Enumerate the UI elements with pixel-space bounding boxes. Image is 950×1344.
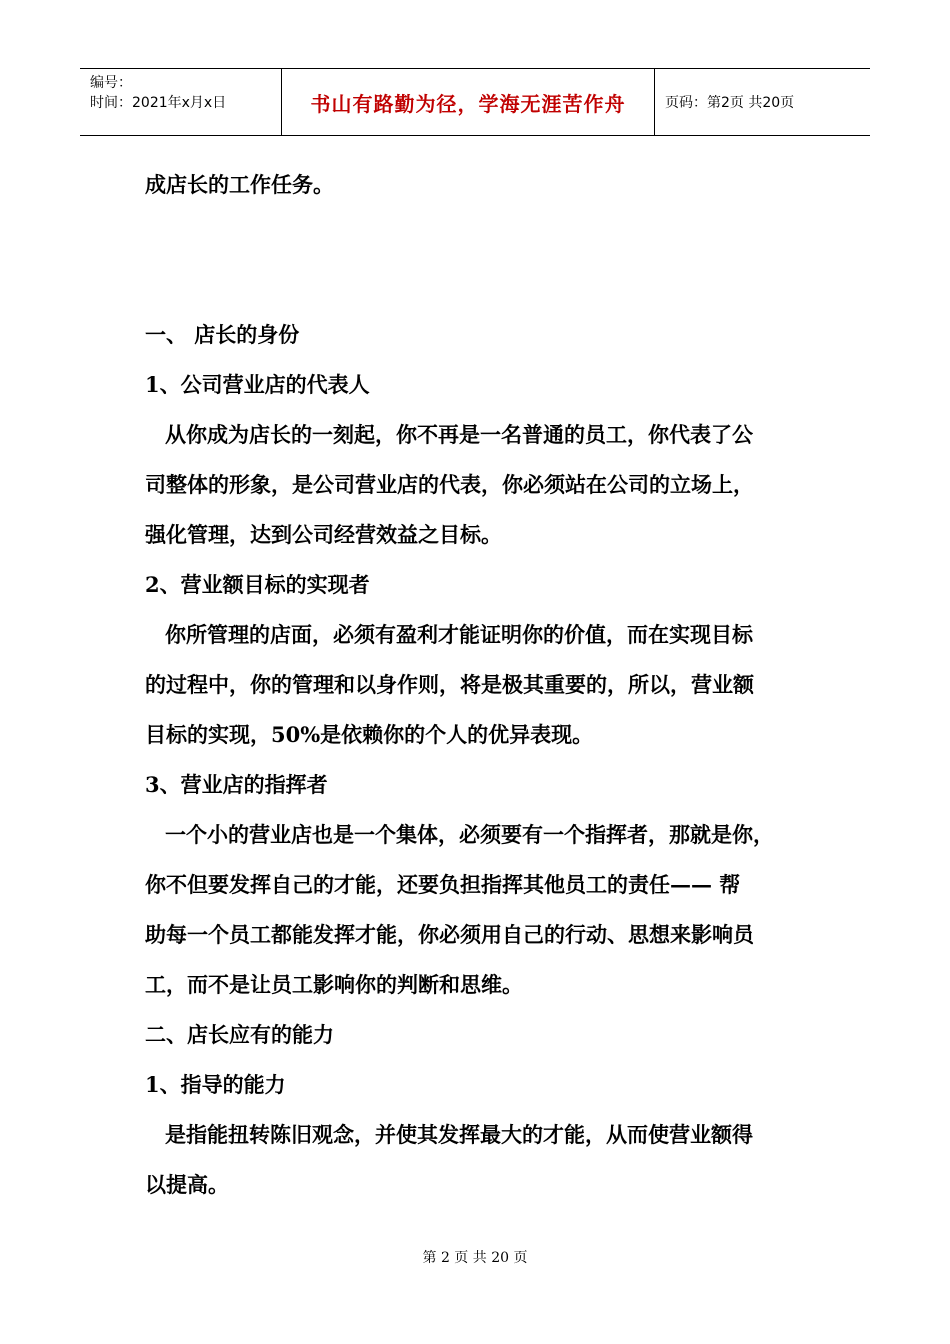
item-title: 3、营业店的指挥者	[145, 772, 328, 797]
paragraph-line: 成店长的工作任务。	[145, 172, 334, 197]
section-title: 二、店长应有的能力	[145, 1022, 334, 1047]
paragraph-line: 目标的实现，50%是依赖你的个人的优异表现。	[145, 722, 594, 747]
paragraph-line: 司整体的形象，是公司营业店的代表，你必须站在公司的立场上，	[145, 472, 754, 497]
time-label: 时间：2021年x月x日	[90, 95, 227, 111]
item-title: 2、营业额目标的实现者	[145, 572, 370, 597]
header-page-info: 页码：第2页 共20页	[665, 95, 795, 111]
paragraph-line: 你所管理的店面，必须有盈利才能证明你的价值，而在实现目标	[165, 622, 753, 647]
blank-space	[145, 210, 815, 310]
page-footer: 第 2 页 共 20 页	[422, 1250, 528, 1266]
paragraph-line: 强化管理，达到公司经营效益之目标。	[145, 522, 502, 547]
paragraph-line: 工，而不是让员工影响你的判断和思维。	[145, 972, 523, 997]
paragraph-line: 一个小的营业店也是一个集体，必须要有一个指挥者，那就是你，	[165, 822, 774, 847]
number-label: 编号：	[90, 75, 132, 91]
item-title: 1、指导的能力	[145, 1072, 286, 1097]
header-left-cell	[80, 69, 282, 135]
paragraph-line: 的过程中，你的管理和以身作则，将是极其重要的，所以，营业额	[145, 672, 754, 697]
paragraph-line: 以提高。	[145, 1172, 229, 1197]
paragraph-line: 助每一个员工都能发挥才能，你必须用自己的行动、思想来影响员	[145, 922, 754, 947]
item-title: 1、公司营业店的代表人	[145, 372, 370, 397]
paragraph-line: 你不但要发挥自己的才能，还要负担指挥其他员工的责任—— 帮	[145, 872, 741, 897]
document-body	[145, 160, 815, 1210]
paragraph-line: 是指能扭转陈旧观念，并使其发挥最大的才能，从而使营业额得	[165, 1122, 753, 1147]
header-motto: 书山有路勤为径，学海无涯苦作舟	[282, 69, 655, 135]
page-header	[80, 68, 870, 136]
paragraph-line: 从你成为店长的一刻起，你不再是一名普通的员工，你代表了公	[165, 422, 753, 447]
section-title: 一、 店长的身份	[145, 322, 300, 347]
